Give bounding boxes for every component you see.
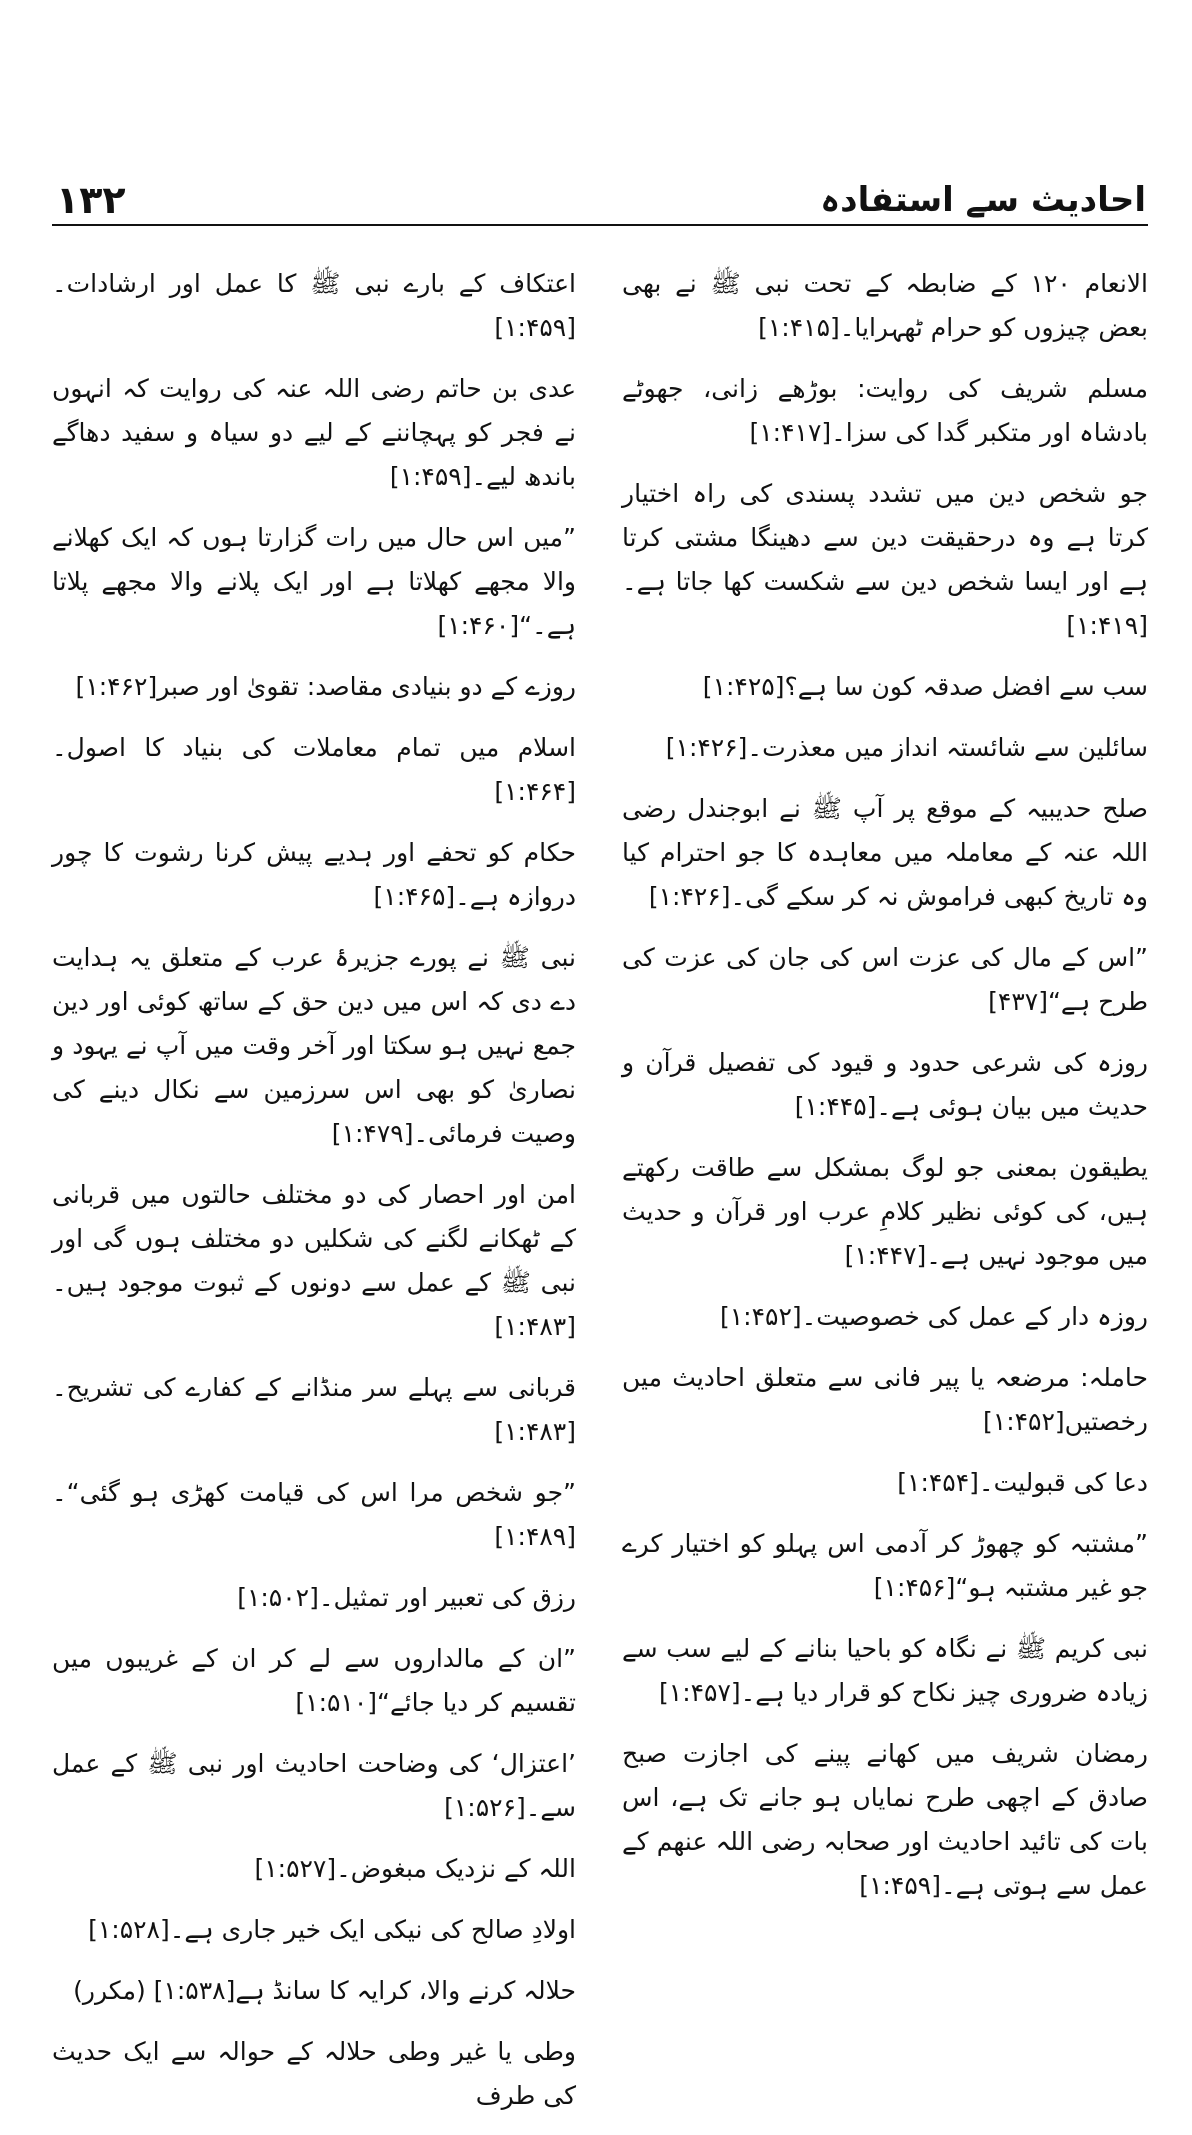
paragraph: رزق کی تعبیر اور تمثیل۔[۱:۵۰۲] <box>237 1583 576 1612</box>
paragraph: عدی بن حاتم رضی اللہ عنہ کی روایت کہ انہوں نے فجر کو پہچاننے کے لیے دو سیاہ و سفید دھاگے باندھ لیے۔[۱:۴۵۹] <box>52 374 576 491</box>
right-column <box>622 262 1148 1925</box>
paragraph: اسلام میں تمام معاملات کی بنیاد کا اصول۔[۱:۴۶۴] <box>52 733 576 806</box>
paragraph: حلالہ کرنے والا، کرایہ کا سانڈ ہے[۱:۵۳۸] (مکرر) <box>73 1976 576 2005</box>
paragraph: الانعام ۱۲۰ کے ضابطہ کے تحت نبی ﷺ نے بھی بعض چیزوں کو حرام ٹھہرایا۔[۱:۴۱۵] <box>622 269 1148 342</box>
paragraph: اولادِ صالح کی نیکی ایک خیر جاری ہے۔[۱:۵۲۸] <box>88 1915 576 1944</box>
book-title: احادیث سے استفادہ <box>820 180 1146 220</box>
left-column <box>52 262 576 2135</box>
paragraph: وطی یا غیر وطی حلالہ کے حوالہ سے ایک حدیث کی طرف <box>52 2037 576 2110</box>
paragraph: سب سے افضل صدقہ کون سا ہے؟[۱:۴۲۵] <box>702 672 1148 701</box>
paragraph: مسلم شریف کی روایت: بوڑھے زانی، جھوٹے بادشاہ اور متکبر گدا کی سزا۔[۱:۴۱۷] <box>622 374 1148 447</box>
paragraph: اعتکاف کے بارے نبی ﷺ کا عمل اور ارشادات۔[۱:۴۵۹] <box>52 269 576 342</box>
paragraph: امن اور احصار کی دو مختلف حالتوں میں قربانی کے ٹھکانے لگنے کی شکلیں دو مختلف ہوں گی اور نبی ﷺ کے عمل سے دونوں کے ثبوت موجود ہیں۔[۱:۴۸۳] <box>52 1180 576 1341</box>
paragraph: صلح حدیبیہ کے موقع پر آپ ﷺ نے ابوجندل رضی اللہ عنہ کے معاملہ میں معاہدہ کا جو احترام کیا وہ تاریخ کبھی فراموش نہ کر سکے گی۔[۱:۴۲۶] <box>622 794 1148 911</box>
paragraph: نبی ﷺ نے پورے جزیرۂ عرب کے متعلق یہ ہدایت دے دی کہ اس میں دین حق کے ساتھ کوئی اور دین جمع نہیں ہو سکتا اور آخر وقت میں آپ نے یہود و نصاریٰ کو بھی اس سرزمین سے نکال دینے کی وصیت فرمائی۔[۱:۴۷۹] <box>52 943 576 1148</box>
paragraph: یطیقون بمعنی جو لوگ بمشکل سے طاقت رکھتے ہیں، کی کوئی نظیر کلامِ عرب اور قرآن و حدیث میں موجود نہیں ہے۔[۱:۴۴۷] <box>622 1153 1148 1270</box>
paragraph: روزہ دار کے عمل کی خصوصیت۔[۱:۴۵۲] <box>719 1302 1148 1331</box>
paragraph: دعا کی قبولیت۔[۱:۴۵۴] <box>897 1468 1148 1497</box>
paragraph: روزے کے دو بنیادی مقاصد: تقویٰ اور صبر[۱:۴۶۲] <box>75 672 576 701</box>
paragraph: حاملہ: مرضعہ یا پیر فانی سے متعلق احادیث میں رخصتیں[۱:۴۵۲] <box>622 1363 1148 1436</box>
paragraph: جو شخص دین میں تشدد پسندی کی راہ اختیار کرتا ہے وہ درحقیقت دین سے دھینگا مشتی کرتا ہے اور ایسا شخص دین سے شکست کھا جاتا ہے۔[۱:۴۱۹] <box>622 479 1148 640</box>
paragraph: نبی کریم ﷺ نے نگاہ کو باحیا بنانے کے لیے سب سے زیادہ ضروری چیز نکاح کو قرار دیا ہے۔[۱:۴۵۷] <box>622 1634 1148 1707</box>
paragraph: ”میں اس حال میں رات گزارتا ہوں کہ ایک کھلانے والا مجھے کھلاتا ہے اور ایک پلانے والا مجھے پلاتا ہے۔“[۱:۴۶۰] <box>52 523 576 640</box>
paragraph: قربانی سے پہلے سر منڈانے کے کفارے کی تشریح۔[۱:۴۸۳] <box>52 1373 576 1446</box>
paragraph: ’اعتزال‘ کی وضاحت احادیث اور نبی ﷺ کے عمل سے۔[۱:۵۲۶] <box>52 1749 576 1822</box>
page-number: ۱۳۲ <box>56 178 126 222</box>
page-header <box>52 178 1148 226</box>
paragraph: ”جو شخص مرا اس کی قیامت کھڑی ہو گئی“۔[۱:۴۸۹] <box>52 1478 576 1551</box>
paragraph: ”اس کے مال کی عزت اس کی جان کی عزت کی طرح ہے“[۴۳۷] <box>622 943 1148 1016</box>
paragraph: سائلین سے شائستہ انداز میں معذرت۔[۱:۴۲۶] <box>665 733 1148 762</box>
paragraph: روزہ کی شرعی حدود و قیود کی تفصیل قرآن و حدیث میں بیان ہوئی ہے۔[۱:۴۴۵] <box>622 1048 1148 1121</box>
paragraph: حکام کو تحفے اور ہدیے پیش کرنا رشوت کا چور دروازہ ہے۔[۱:۴۶۵] <box>52 838 576 911</box>
paragraph: رمضان شریف میں کھانے پینے کی اجازت صبح صادق کے اچھی طرح نمایاں ہو جانے تک ہے، اس بات کی تائید احادیث اور صحابہ رضی اللہ عنھم کے عمل سے ہوتی ہے۔[۱:۴۵۹] <box>622 1739 1148 1900</box>
paragraph: ”ان کے مالداروں سے لے کر ان کے غریبوں میں تقسیم کر دیا جائے“[۱:۵۱۰] <box>52 1644 576 1717</box>
paragraph: اللہ کے نزدیک مبغوض۔[۱:۵۲۷] <box>254 1854 576 1883</box>
paragraph: ”مشتبہ کو چھوڑ کر آدمی اس پہلو کو اختیار کرے جو غیر مشتبہ ہو“[۱:۴۵۶] <box>622 1529 1148 1602</box>
